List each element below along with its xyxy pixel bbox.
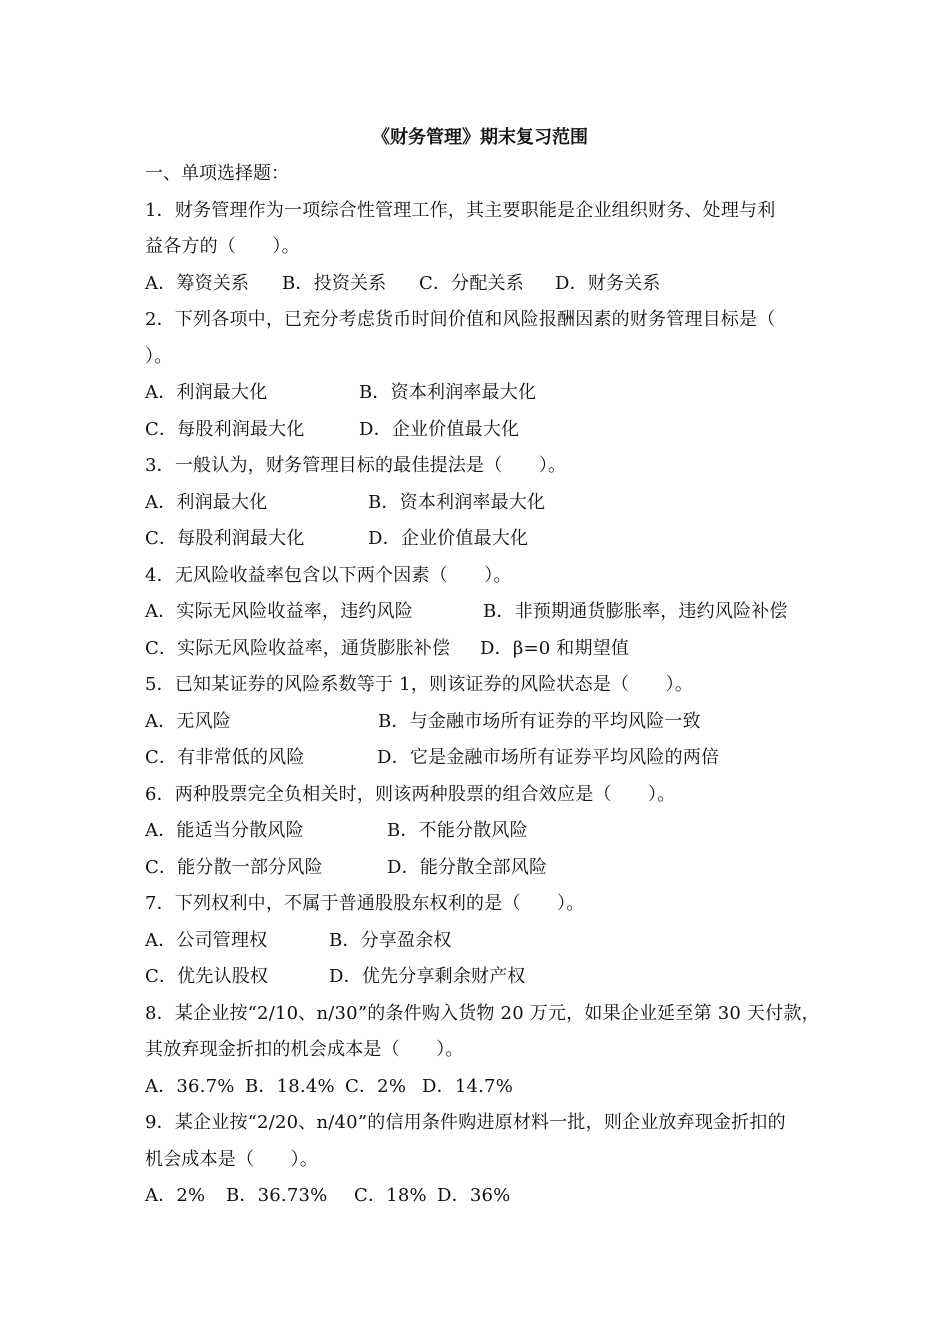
question-7-line-1: 7．下列权利中，不属于普通股股东权利的是（ ）。 bbox=[145, 893, 585, 914]
option-a: A．2% bbox=[145, 1185, 206, 1206]
option-a: A．公司管理权 bbox=[145, 929, 268, 951]
question-4-options-row-1 bbox=[145, 594, 825, 631]
option-b: B．分享盈余权 bbox=[329, 929, 452, 951]
option-b: B．非预期通货膨胀率，违约风险补偿 bbox=[483, 601, 788, 622]
option-a: A．筹资关系 bbox=[145, 272, 250, 294]
question-5-options-row-2 bbox=[145, 740, 825, 777]
option-d: D．能分散全部风险 bbox=[387, 856, 548, 878]
option-d: D．β=0 和期望值 bbox=[480, 637, 630, 659]
option-c: C．每股利润最大化 bbox=[145, 528, 305, 549]
option-c: C．优先认股权 bbox=[145, 966, 269, 987]
option-c: C．实际无风险收益率，通货膨胀补偿 bbox=[145, 637, 451, 659]
option-b: B．18.4% bbox=[245, 1075, 335, 1097]
option-d: D．企业价值最大化 bbox=[359, 418, 520, 440]
option-c: C．18% bbox=[354, 1185, 427, 1206]
question-3-line-1: 3．一般认为，财务管理目标的最佳提法是（ ）。 bbox=[145, 455, 567, 476]
question-4-options-row-2 bbox=[145, 631, 825, 668]
option-a: A．36.7% bbox=[145, 1075, 235, 1097]
question-5-options-row-1 bbox=[145, 704, 825, 741]
question-1-line-1: 1．财务管理作为一项综合性管理工作，其主要职能是企业组织财务、处理与利 bbox=[145, 199, 776, 221]
document-page bbox=[145, 120, 825, 1215]
option-b: B．与金融市场所有证券的平均风险一致 bbox=[378, 710, 701, 732]
option-c: C．2% bbox=[345, 1075, 407, 1097]
option-b: B．不能分散风险 bbox=[387, 820, 528, 841]
question-7-options-row-1 bbox=[145, 923, 825, 960]
option-a: A．能适当分散风险 bbox=[145, 820, 304, 841]
question-6-line-1: 6．两种股票完全负相关时，则该两种股票的组合效应是（ ）。 bbox=[145, 783, 676, 805]
option-d: D．它是金融市场所有证券平均风险的两倍 bbox=[377, 747, 720, 768]
option-c: C．能分散一部分风险 bbox=[145, 856, 323, 878]
question-6-options-row-2 bbox=[145, 850, 825, 887]
option-c: C．分配关系 bbox=[419, 272, 524, 294]
question-1-options bbox=[145, 266, 825, 303]
question-3-options-row-1 bbox=[145, 485, 825, 522]
document-title: 《财务管理》期末复习范围 bbox=[372, 127, 588, 148]
option-d: D．14.7% bbox=[422, 1075, 514, 1097]
option-b: B．资本利润率最大化 bbox=[359, 382, 537, 403]
question-9-line-1: 9．某企业按“2/20、n/40”的信用条件购进原材料一批，则企业放弃现金折扣的 bbox=[145, 1112, 786, 1133]
option-d: D．优先分享剩余财产权 bbox=[329, 966, 526, 987]
option-d: D．36% bbox=[437, 1185, 511, 1206]
question-9-line-2: 机会成本是（ ）。 bbox=[145, 1148, 318, 1170]
option-d: D．财务关系 bbox=[555, 272, 661, 294]
question-9-options bbox=[145, 1178, 825, 1215]
question-2-options-row-2 bbox=[145, 412, 825, 449]
option-a: A．无风险 bbox=[145, 710, 231, 732]
question-2-options-row-1 bbox=[145, 375, 825, 412]
question-7-options-row-2 bbox=[145, 959, 825, 996]
question-8-options bbox=[145, 1069, 825, 1106]
question-6-options-row-1 bbox=[145, 813, 825, 850]
question-1-line-2: 益各方的（ ）。 bbox=[145, 236, 300, 257]
question-8-line-2: 其放弃现金折扣的机会成本是（ ）。 bbox=[145, 1039, 464, 1060]
question-4-line-1: 4．无风险收益率包含以下两个因素（ ）。 bbox=[145, 564, 512, 586]
option-c: C．每股利润最大化 bbox=[145, 418, 305, 440]
question-8-line-1: 8．某企业按“2/10、n/30”的条件购入货物 20 万元，如果企业延至第 30 天付款， bbox=[145, 1002, 820, 1024]
question-3-options-row-2 bbox=[145, 521, 825, 558]
question-2-line-2: ）。 bbox=[145, 345, 173, 367]
option-a: A．利润最大化 bbox=[145, 491, 268, 513]
question-5-line-1: 5．已知某证券的风险系数等于 1，则该证券的风险状态是（ ）。 bbox=[145, 674, 694, 695]
option-a: A．利润最大化 bbox=[145, 382, 268, 403]
option-b: B．资本利润率最大化 bbox=[368, 491, 546, 513]
option-c: C．有非常低的风险 bbox=[145, 747, 305, 768]
option-d: D．企业价值最大化 bbox=[368, 528, 529, 549]
option-b: B．投资关系 bbox=[282, 272, 387, 294]
question-2-line-1: 2．下列各项中，已充分考虑货币时间价值和风险报酬因素的财务管理目标是（ bbox=[145, 309, 776, 330]
option-a: A．实际无风险收益率，违约风险 bbox=[145, 601, 413, 622]
option-b: B．36.73% bbox=[226, 1185, 328, 1206]
section-heading: 一、单项选择题： bbox=[145, 163, 289, 184]
